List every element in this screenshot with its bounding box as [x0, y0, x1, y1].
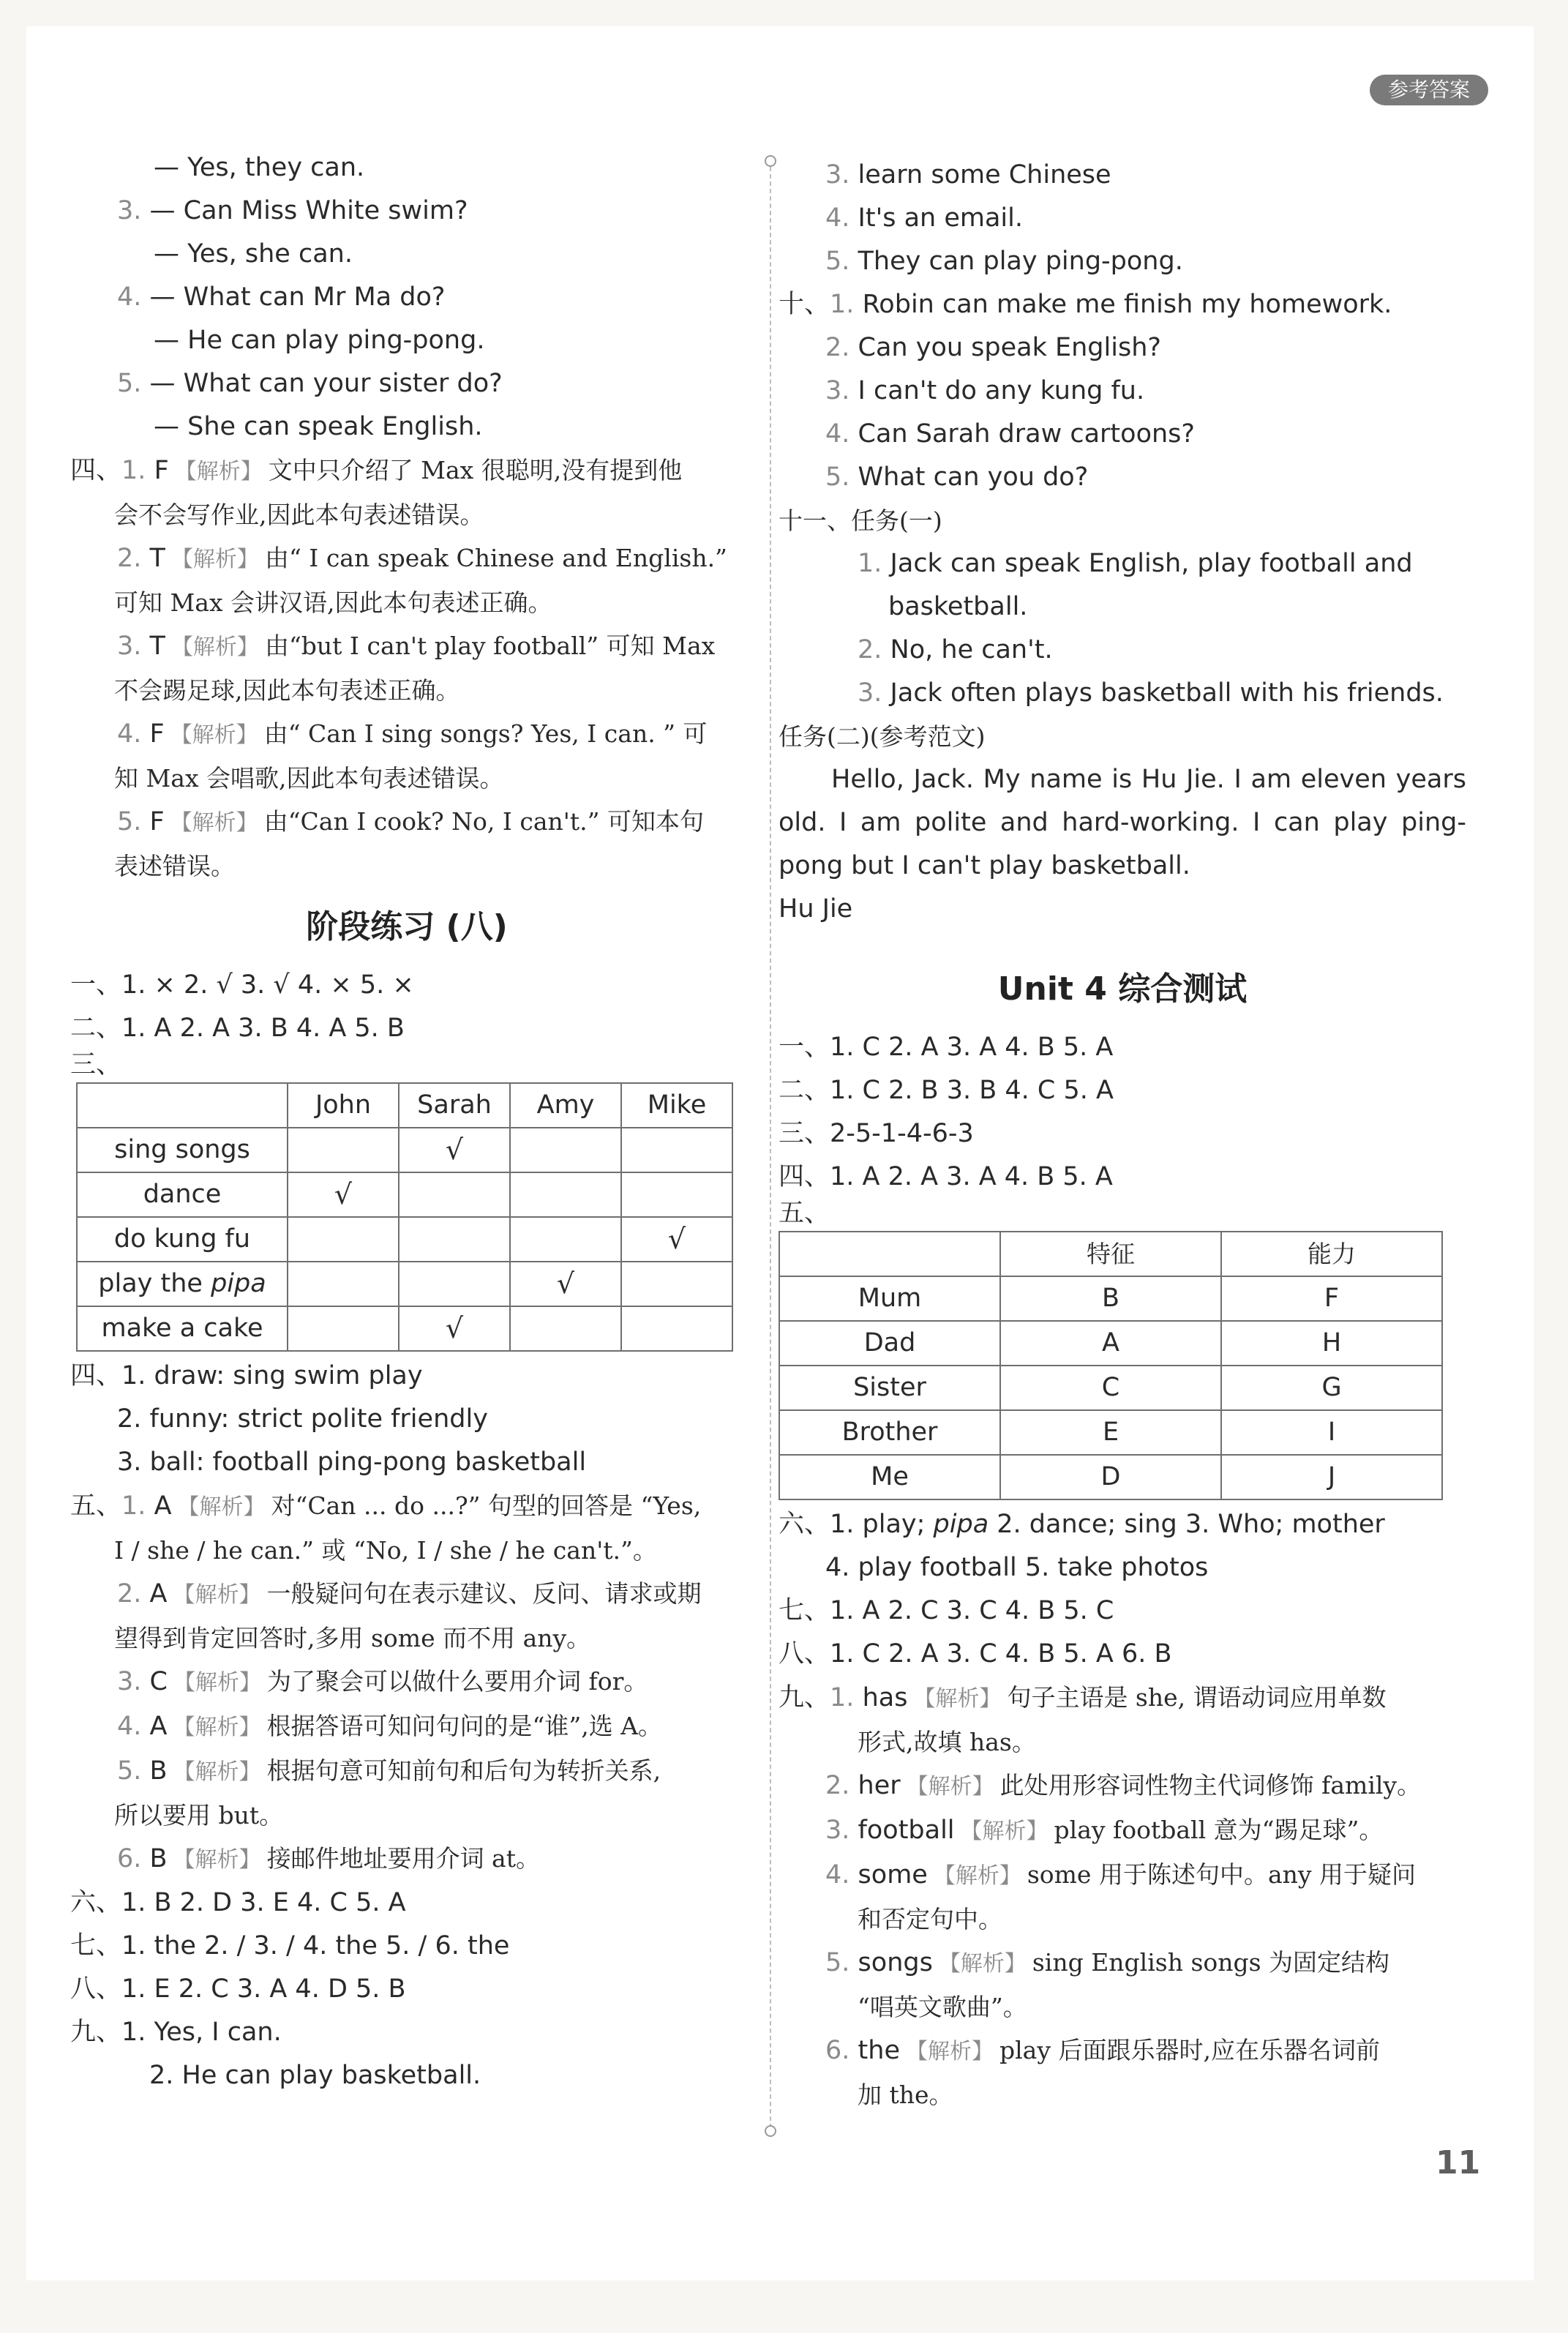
explain-line: 5. songs 【解析】 sing English songs 为固定结构	[825, 1948, 1390, 1977]
answer-line: 3. Jack often plays basketball with his friends.	[858, 678, 1444, 708]
left-column	[70, 146, 743, 2097]
explain-line: 4. some 【解析】 some 用于陈述句中。any 用于疑问	[825, 1860, 1417, 1890]
right-column	[779, 154, 1466, 2116]
explain-line: 5. B 【解析】 根据句意可知前句和后句为转折关系,	[117, 1756, 661, 1786]
answer-line: — She can speak English.	[154, 412, 483, 441]
explain-line: 4. A 【解析】 根据答语可知问句问的是“谁”,选 A。	[117, 1712, 663, 1741]
answer-line: 十、1. Robin can make me finish my homework.	[779, 290, 1392, 319]
answer-line: 4. Can Sarah draw cartoons?	[825, 419, 1195, 449]
check-cell	[621, 1262, 732, 1306]
section-title: 阶段练习 (八)	[306, 908, 508, 945]
answer-line: 1. Jack can speak English, play football and basketball.	[858, 549, 1413, 621]
answer-line: 五、	[779, 1199, 830, 1228]
answer-line: 一、1. × 2. √ 3. √ 4. × 5. ×	[70, 970, 414, 1000]
answer-line: 四、1. A 2. A 3. A 4. B 5. A	[779, 1162, 1113, 1191]
table-row	[77, 1306, 732, 1351]
column-divider	[770, 167, 771, 2128]
answer-line: — He can play ping-pong.	[154, 326, 485, 355]
row-label: Sister	[779, 1366, 1000, 1410]
answer-line: 四、1. draw: sing swim play	[70, 1361, 423, 1390]
check-cell: √	[510, 1262, 621, 1306]
table-cell: F	[1221, 1276, 1442, 1321]
table-header-cell	[77, 1083, 288, 1128]
table-row	[779, 1455, 1442, 1499]
answer-line: 2. funny: strict polite friendly	[117, 1404, 488, 1434]
table-row	[77, 1128, 732, 1172]
explain-line: 会不会写作业,因此本句表述错误。	[114, 501, 484, 529]
table-cell: C	[1000, 1366, 1221, 1410]
table-header-cell: Sarah	[399, 1083, 510, 1128]
essay-signature: Hu Jie	[779, 894, 853, 924]
answer-line: 4. — What can Mr Ma do?	[117, 282, 446, 312]
table-header-cell: 能力	[1221, 1232, 1442, 1276]
explain-line: 和否定句中。	[858, 1905, 1002, 1933]
answer-line: 六、1. B 2. D 3. E 4. C 5. A	[70, 1888, 406, 1917]
explain-line: 6. the 【解析】 play 后面跟乐器时,应在乐器名词前	[825, 2036, 1380, 2065]
answer-line: 4. play football 5. take photos	[825, 1553, 1209, 1582]
table-cell: J	[1221, 1455, 1442, 1499]
answer-line: 2. Can you speak English?	[825, 333, 1161, 362]
explain-line: 不会踢足球,因此本句表述正确。	[114, 676, 460, 705]
answer-line: 六、1. play; pipa 2. dance; sing 3. Who; mother	[779, 1510, 1385, 1539]
table-header-cell: Amy	[510, 1083, 621, 1128]
table-cell: E	[1000, 1410, 1221, 1455]
check-cell	[399, 1172, 510, 1217]
explain-line: 3. football 【解析】 play football 意为“踢足球”。	[825, 1816, 1384, 1845]
explain-line: 加 the。	[858, 2081, 953, 2109]
table-row	[779, 1366, 1442, 1410]
explain-line: 4. F 【解析】 由“ Can I sing songs? Yes, I can. ” 可	[117, 719, 708, 749]
explain-line: 2. T 【解析】 由“ I can speak Chinese and English.”	[117, 544, 727, 573]
row-label: play the pipa	[77, 1262, 288, 1306]
table-header-row	[779, 1232, 1442, 1276]
row-label: Brother	[779, 1410, 1000, 1455]
answer-line: 3. — Can Miss White swim?	[117, 196, 468, 225]
explain-line: 所以要用 but。	[114, 1801, 284, 1830]
explain-line: 5. F 【解析】 由“Can I cook? No, I can't.” 可知本句	[117, 807, 704, 836]
row-label: Dad	[779, 1321, 1000, 1366]
explain-line: I / she / he can.” 或 “No, I / she / he can't.”。	[114, 1536, 657, 1565]
check-cell	[621, 1306, 732, 1351]
check-cell: √	[288, 1172, 399, 1217]
answer-line: 2. He can play basketball.	[149, 2061, 481, 2090]
family-table	[779, 1231, 1443, 1500]
check-cell	[621, 1128, 732, 1172]
explain-line: 望得到肯定回答时,多用 some 而不用 any。	[114, 1624, 591, 1652]
explain-line: 2. her 【解析】 此处用形容词性物主代词修饰 family。	[825, 1771, 1422, 1800]
explain-line: 知 Max 会唱歌,因此本句表述错误。	[114, 764, 504, 793]
answer-line: 三、2-5-1-4-6-3	[779, 1119, 974, 1148]
ability-table	[76, 1082, 733, 1352]
check-cell	[510, 1128, 621, 1172]
table-row	[779, 1276, 1442, 1321]
explain-line: 6. B 【解析】 接邮件地址要用介词 at。	[117, 1844, 540, 1873]
table-header-cell	[779, 1232, 1000, 1276]
answer-line: 3. I can't do any kung fu.	[825, 376, 1145, 405]
answer-line: 4. It's an email.	[825, 203, 1023, 233]
table-header-cell: John	[288, 1083, 399, 1128]
answer-line: 3. ball: football ping-pong basketball	[117, 1448, 587, 1477]
explain-line: 可知 Max 会讲汉语,因此本句表述正确。	[114, 588, 552, 617]
divider-top-dot	[765, 155, 776, 167]
table-row	[77, 1262, 732, 1306]
explain-line: 3. T 【解析】 由“but I can't play football” 可知 Max	[117, 632, 716, 661]
table-cell: B	[1000, 1276, 1221, 1321]
table-cell: D	[1000, 1455, 1221, 1499]
answer-key-badge: 参考答案	[1370, 75, 1488, 105]
answer-line: 5. They can play ping-pong.	[825, 247, 1183, 276]
answer-line: 二、1. A 2. A 3. B 4. A 5. B	[70, 1014, 405, 1043]
table-cell: G	[1221, 1366, 1442, 1410]
answer-line: 二、1. C 2. B 3. B 4. C 5. A	[779, 1076, 1114, 1105]
row-label: make a cake	[77, 1306, 288, 1351]
table-row	[779, 1410, 1442, 1455]
answer-line: 九、1. Yes, I can.	[70, 2018, 282, 2047]
answer-line: 5. What can you do?	[825, 463, 1089, 492]
section-label: 十一、任务(一)	[779, 506, 942, 535]
explain-line: 2. A 【解析】 一般疑问句在表示建议、反问、请求或期	[117, 1579, 702, 1609]
table-header-row	[77, 1083, 732, 1128]
check-cell	[399, 1262, 510, 1306]
answer-line: — Yes, she can.	[154, 239, 353, 269]
explain-line: 3. C 【解析】 为了聚会可以做什么要用介词 for。	[117, 1667, 648, 1696]
answer-line: 2. No, he can't.	[858, 635, 1053, 664]
answer-line: 3. learn some Chinese	[825, 160, 1111, 190]
row-label: Mum	[779, 1276, 1000, 1321]
answer-line: 三、	[70, 1050, 122, 1079]
row-label: sing songs	[77, 1128, 288, 1172]
check-cell	[288, 1262, 399, 1306]
table-cell: A	[1000, 1321, 1221, 1366]
check-cell: √	[399, 1128, 510, 1172]
check-cell	[288, 1306, 399, 1351]
answer-line: 八、1. C 2. A 3. C 4. B 5. A 6. B	[779, 1639, 1172, 1669]
answer-line: — Yes, they can.	[154, 153, 365, 182]
table-header-cell: Mike	[621, 1083, 732, 1128]
table-row	[779, 1321, 1442, 1366]
check-cell	[510, 1217, 621, 1262]
check-cell	[399, 1217, 510, 1262]
explain-line: 形式,故填 has。	[858, 1728, 1036, 1756]
answer-line: 七、1. the 2. / 3. / 4. the 5. / 6. the	[70, 1931, 510, 1961]
answer-line: 八、1. E 2. C 3. A 4. D 5. B	[70, 1974, 406, 2004]
row-label: dance	[77, 1172, 288, 1217]
check-cell	[510, 1172, 621, 1217]
check-cell	[621, 1172, 732, 1217]
section-title: Unit 4 综合测试	[997, 970, 1248, 1008]
check-cell	[288, 1217, 399, 1262]
explain-line: 五、1. A 【解析】 对“Can ... do ...?” 句型的回答是 “Yes,	[70, 1491, 702, 1521]
essay-text: Hello, Jack. My name is Hu Jie. I am eleven years old. I am polite and hard-working. I can play ping-pong but I can't play basketball.	[779, 765, 1466, 880]
table-header-cell: 特征	[1000, 1232, 1221, 1276]
page-number: 11	[1436, 2144, 1481, 2182]
check-cell: √	[621, 1217, 732, 1262]
explain-line: “唱英文歌曲”。	[858, 1993, 1027, 2021]
section-label: 任务(二)(参考范文)	[779, 722, 986, 751]
table-cell: H	[1221, 1321, 1442, 1366]
check-cell	[510, 1306, 621, 1351]
table-row	[77, 1217, 732, 1262]
answer-line: 七、1. A 2. C 3. C 4. B 5. C	[779, 1596, 1114, 1625]
divider-bottom-dot	[765, 2125, 776, 2137]
explain-line: 四、1. F 【解析】 文中只介绍了 Max 很聪明,没有提到他	[70, 456, 683, 485]
table-row	[77, 1172, 732, 1217]
table-cell: I	[1221, 1410, 1442, 1455]
explain-line: 九、1. has 【解析】 句子主语是 she, 谓语动词应用单数	[779, 1683, 1387, 1712]
row-label: do kung fu	[77, 1217, 288, 1262]
explain-line: 表述错误。	[114, 852, 235, 880]
check-cell: √	[399, 1306, 510, 1351]
check-cell	[288, 1128, 399, 1172]
answer-line: 5. — What can your sister do?	[117, 369, 503, 398]
answer-line: 一、1. C 2. A 3. A 4. B 5. A	[779, 1033, 1114, 1062]
row-label: Me	[779, 1455, 1000, 1499]
